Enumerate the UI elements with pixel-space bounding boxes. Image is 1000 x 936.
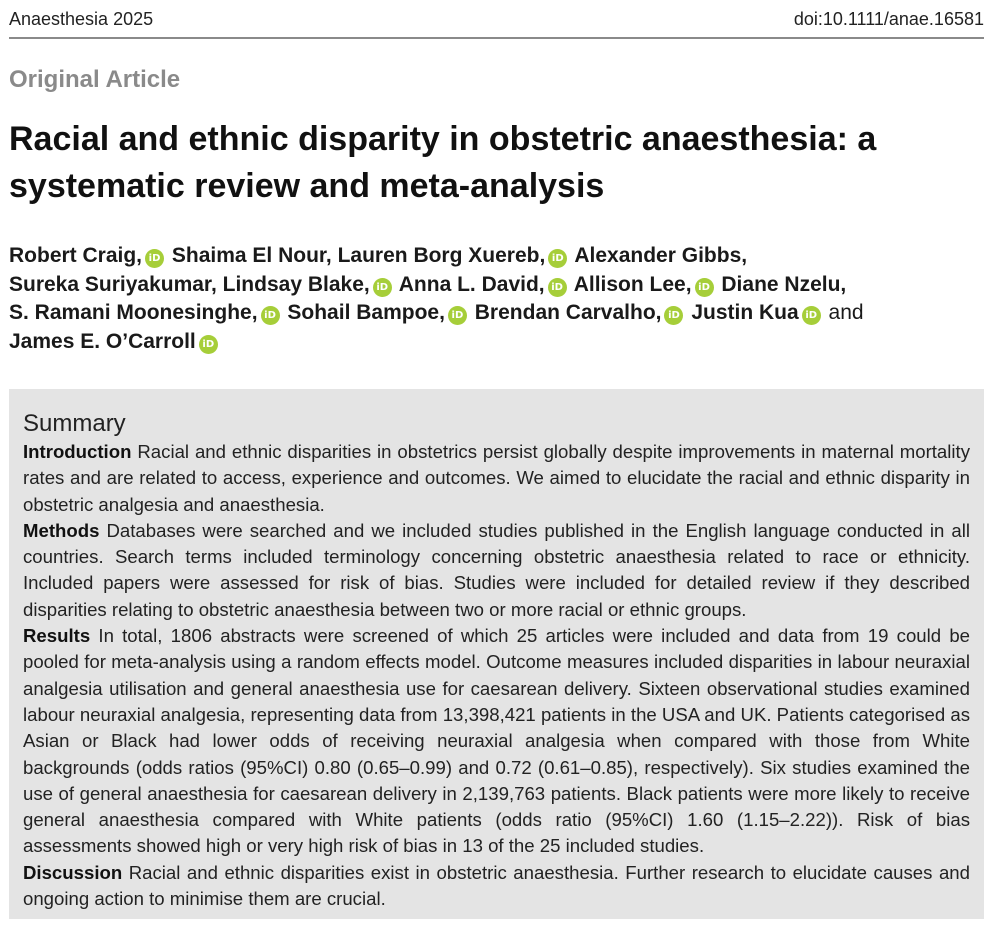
- author-list: [9, 242, 984, 356]
- author-brendan-carvalho[interactable]: Brendan Carvalho, iD: [475, 301, 686, 324]
- summary-heading: Summary: [23, 410, 126, 437]
- discussion-label: Discussion: [23, 861, 123, 883]
- author-sureka-suriyakumar[interactable]: Sureka Suriyakumar,: [9, 272, 217, 296]
- author-robert-craig[interactable]: Robert Craig, iD: [9, 244, 166, 267]
- orcid-icon[interactable]: iD: [373, 278, 392, 297]
- author-james-e-ocarroll[interactable]: James E. O’Carroll iD: [9, 330, 220, 353]
- orcid-icon[interactable]: iD: [664, 306, 683, 325]
- author-justin-kua[interactable]: Justin Kua iD: [691, 301, 822, 324]
- orcid-icon[interactable]: iD: [548, 249, 567, 268]
- author-allison-lee[interactable]: Allison Lee, iD: [574, 273, 716, 296]
- introduction-label: Introduction: [23, 441, 132, 462]
- summary-introduction: [23, 439, 970, 518]
- author-sohail-bampoe[interactable]: Sohail Bampoe, iD: [287, 301, 469, 324]
- author-s-ramani-moonesinghe[interactable]: S. Ramani Moonesinghe, iD: [9, 301, 282, 324]
- orcid-icon[interactable]: iD: [802, 306, 821, 325]
- summary-methods: [23, 518, 970, 623]
- introduction-text: Racial and ethnic disparities in obstetrics persist globally despite improvements in maternal mortality rates and are related to access, experience and outcomes. We aimed to elucidate the racial and ethnic disparity in obstetric analgesia and anaesthesia.: [23, 441, 971, 515]
- article-type-label: Original Article: [9, 66, 181, 93]
- discussion-text: Racial and ethnic disparities exist in obstetric anaesthesia. Further research to elucidate causes and ongoing action to minimise them are crucial.: [23, 861, 970, 910]
- doi-link[interactable]: doi:10.1111/anae.16581: [793, 9, 984, 29]
- methods-text: Databases were searched and we included studies published in the English language conducted in all countries. Search terms included terminology concerning obstetric anaesthesia related to race or ethnicity. Included papers were assessed for risk of bias. Studies were included for detailed review if they described disparities relating to obstetric anaesthesia between two or more racial or ethnic groups.: [23, 519, 970, 620]
- orcid-icon[interactable]: iD: [448, 306, 467, 325]
- author-diane-nzelu[interactable]: Diane Nzelu,: [721, 272, 847, 296]
- summary-discussion: [23, 860, 970, 913]
- journal-citation: Anaesthesia 2025: [9, 9, 154, 29]
- orcid-icon[interactable]: iD: [199, 335, 218, 354]
- author-lauren-borg-xuereb[interactable]: Lauren Borg Xuereb, iD: [338, 244, 570, 267]
- page-header: [9, 7, 984, 39]
- article-title: Racial and ethnic disparity in obstetric anaesthesia: a systematic review and meta-analysis: [9, 120, 877, 205]
- orcid-icon[interactable]: iD: [145, 249, 164, 268]
- author-alexander-gibbs[interactable]: Alexander Gibbs,: [574, 244, 748, 267]
- orcid-icon[interactable]: iD: [695, 278, 714, 297]
- orcid-icon[interactable]: iD: [261, 306, 280, 325]
- author-lindsay-blake[interactable]: Lindsay Blake, iD: [223, 273, 394, 296]
- summary-box: [9, 389, 984, 919]
- results-text: In total, 1806 abstracts were screened of which 25 articles were included and data from 19 could be pooled for meta-analysis using a random effects model. Outcome measures included disparities in labour neuraxial analgesia utilisation and general anaesthesia use for caesarean delivery. Sixteen observational studies examined labour neuraxial analgesia, representing data from 13,398,421 patients in the USA and UK. Patients categorised as Asian or Black had lower odds of receiving neuraxial analgesia when compared with those from White backgrounds (odds ratios (95%CI) 0.80 (0.65–0.99) and 0.72 (0.61–0.85), respectively). Six studies examined the use of general anaesthesia for caesarean delivery in 2,139,763 patients. Black patients were more likely to receive general anaesthesia compared with White patients (odds ratio (95%CI) 1.60 (1.15–2.22)). Risk of bias assessments showed high or very high risk of bias in 13 of the 25 included studies.: [23, 625, 970, 857]
- author-shaima-el-nour[interactable]: Shaima El Nour,: [171, 244, 332, 267]
- orcid-icon[interactable]: iD: [548, 278, 567, 297]
- methods-label: Methods: [23, 519, 100, 541]
- summary-results: [23, 623, 970, 860]
- author-anna-l-david[interactable]: Anna L. David, iD: [399, 273, 569, 296]
- results-label: Results: [23, 625, 91, 647]
- author-conjunction: and: [828, 301, 864, 324]
